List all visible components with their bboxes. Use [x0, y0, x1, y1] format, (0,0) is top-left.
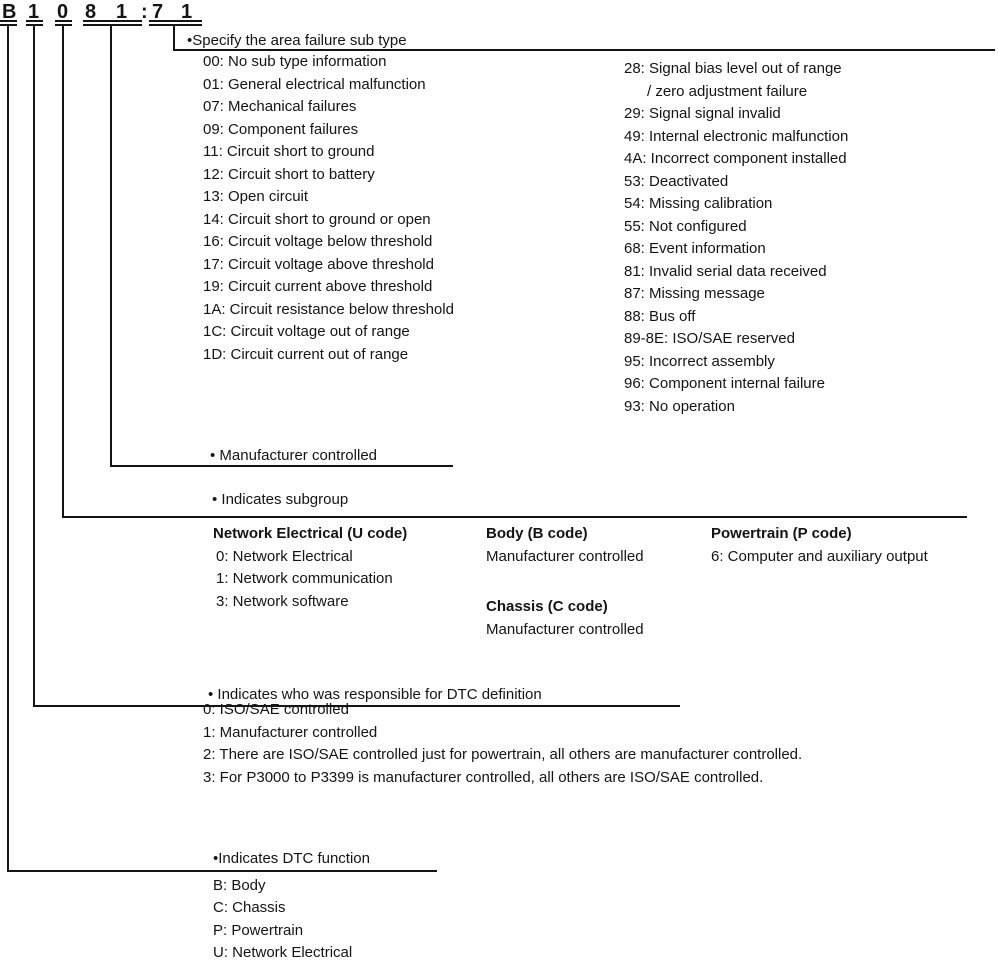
- failure-sub-type-list-left: [203, 51, 454, 366]
- list-item: 0: ISO/SAE controlled: [203, 701, 349, 718]
- list-item: 55: Not configured: [624, 217, 747, 235]
- list-item: 13: Open circuit: [203, 188, 309, 205]
- connector-area-horizontal: [110, 465, 453, 467]
- list-item: 14: Circuit short to ground or open: [203, 210, 431, 228]
- list-item: 96: Component internal failure: [624, 375, 825, 392]
- subgroup-powertrain: [711, 523, 928, 568]
- dtc-char-colon: :: [141, 1, 148, 23]
- list-item: 81: Invalid serial data received: [624, 262, 827, 280]
- list-item: 00: No sub type information: [203, 53, 387, 70]
- dtc-function-list: [213, 875, 352, 962]
- list-item: 16: Circuit voltage below threshold: [203, 233, 433, 250]
- subgroup-header-body: Body (B code): [486, 525, 588, 542]
- list-item: 95: Incorrect assembly: [624, 352, 775, 370]
- list-item: 1D: Circuit current out of range: [203, 345, 409, 363]
- list-item: 54: Missing calibration: [624, 195, 773, 212]
- list-item: P: Powertrain: [213, 921, 304, 939]
- list-item: 09: Component failures: [203, 120, 359, 138]
- subgroup-network-electrical: [213, 523, 407, 613]
- dtc-char-responsible: 1: [28, 1, 40, 23]
- list-item: 4A: Incorrect component installed: [624, 150, 847, 167]
- failure-sub-type-label: •Specify the area failure sub type: [187, 32, 407, 49]
- list-item: 1A: Circuit resistance below threshold: [203, 300, 454, 318]
- list-item-continuation: / zero adjustment failure: [647, 82, 808, 100]
- dtc-char-function: B: [2, 1, 17, 23]
- list-item: 6: Computer and auxiliary output: [711, 547, 928, 565]
- list-item: 1: Manufacturer controlled: [203, 723, 378, 741]
- list-item: 07: Mechanical failures: [203, 98, 357, 115]
- connector-subgroup-vertical: [62, 26, 64, 518]
- underline-area: [83, 20, 142, 26]
- dtc-char-area-2: 1: [116, 1, 128, 23]
- connector-function-vertical: [7, 26, 9, 872]
- list-item: 17: Circuit voltage above threshold: [203, 255, 434, 273]
- list-item: 3: For P3000 to P3399 is manufacturer controlled, all others are ISO/SAE controlled.: [203, 768, 764, 786]
- list-item: U: Network Electrical: [213, 943, 353, 961]
- list-item: 53: Deactivated: [624, 172, 729, 190]
- list-item: 11: Circuit short to ground: [203, 143, 375, 160]
- list-item: 89-8E: ISO/SAE reserved: [624, 330, 795, 347]
- dtc-function-label: •Indicates DTC function: [213, 850, 370, 867]
- list-item: 68: Event information: [624, 240, 766, 257]
- list-item: Manufacturer controlled: [486, 620, 644, 638]
- list-item: 28: Signal bias level out of range: [624, 60, 842, 77]
- dtc-char-subtype-1: 7: [152, 1, 164, 23]
- subgroup-header-network-electrical: Network Electrical (U code): [213, 525, 408, 542]
- list-item: 49: Internal electronic malfunction: [624, 127, 849, 145]
- responsibility-label: • Indicates who was responsible for DTC definition: [208, 686, 542, 703]
- list-item: 29: Signal signal invalid: [624, 105, 781, 122]
- list-item: 1C: Circuit voltage out of range: [203, 323, 410, 340]
- list-item: 87: Missing message: [624, 285, 765, 302]
- manufacturer-controlled-label: • Manufacturer controlled: [210, 447, 377, 464]
- responsibility-list: [203, 699, 802, 789]
- list-item: B: Body: [213, 877, 266, 894]
- list-item: 1: Network communication: [216, 570, 393, 587]
- list-item: 19: Circuit current above threshold: [203, 278, 433, 295]
- subgroup-body: [486, 523, 644, 568]
- dtc-char-area-1: 8: [85, 1, 97, 23]
- list-item: 88: Bus off: [624, 307, 696, 325]
- subgroup-header-powertrain: Powertrain (P code): [711, 525, 852, 542]
- dtc-char-subgroup: 0: [57, 1, 69, 23]
- list-item: 2: There are ISO/SAE controlled just for powertrain, all others are manufacturer controlled.: [203, 746, 803, 764]
- list-item: 3: Network software: [216, 592, 349, 610]
- subgroup-header-chassis: Chassis (C code): [486, 598, 608, 615]
- list-item: 93: No operation: [624, 397, 735, 415]
- connector-subtype-vertical: [173, 26, 175, 51]
- connector-area-vertical: [110, 26, 112, 467]
- connector-function-horizontal: [7, 870, 437, 872]
- list-item: 01: General electrical malfunction: [203, 75, 426, 93]
- failure-sub-type-list-right: [624, 58, 848, 418]
- connector-subgroup-horizontal: [62, 516, 967, 518]
- underline-subtype: [149, 20, 202, 26]
- list-item: 0: Network Electrical: [216, 547, 353, 565]
- subgroup-chassis: [486, 596, 644, 641]
- list-item: Manufacturer controlled: [486, 547, 644, 565]
- list-item: 12: Circuit short to battery: [203, 165, 375, 183]
- list-item: C: Chassis: [213, 899, 286, 917]
- connector-responsible-vertical: [33, 26, 35, 707]
- dtc-char-subtype-2: 1: [181, 1, 193, 23]
- subgroup-label: • Indicates subgroup: [212, 491, 349, 508]
